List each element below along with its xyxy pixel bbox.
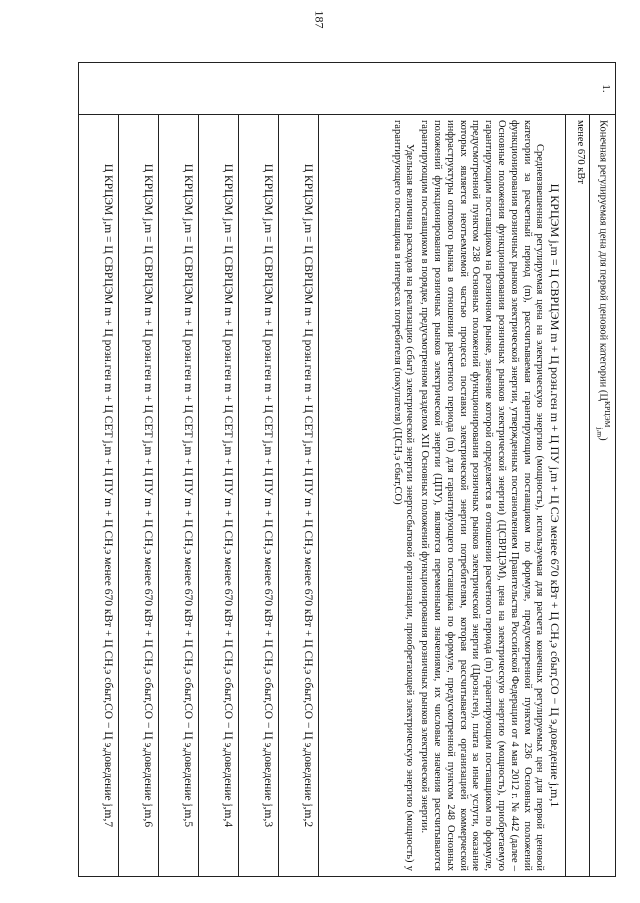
formula-row-3: Ц КРЦЭМ j,m = Ц СВРЦЭМ m + Ц розн.ген m + Ц СЕТ j,m + Ц ПУ m + Ц СН,э менее 670 кВт + Ц СН,э сбыт,СО − Ц э,доведение j,m,3	[239, 115, 279, 877]
formula-row-4: Ц КРЦЭМ j,m = Ц СВРЦЭМ m + Ц розн.ген m + Ц СЕТ j,m + Ц ПУ m + Ц СН,э менее 670 кВт + Ц СН,э сбыт,СО − Ц э,доведение j,m,4	[199, 115, 239, 877]
category-title: Конечная регулируемая цена для первой ценовой категории $(Ц^{КРЦЭМ}_{j,m})$	[590, 115, 616, 877]
formula-row-2: Ц КРЦЭМ j,m = Ц СВРЦЭМ m + Ц розн.ген m + Ц СЕТ j,m + Ц ПУ m + Ц СН,э менее 670 кВт + Ц СН,э сбыт,СО − Ц э,доведение j,m,2	[279, 115, 319, 877]
row-number: 1.	[79, 63, 616, 115]
tariff-table	[78, 62, 616, 877]
main-formula: Ц КРЦЭМ j,m = Ц СВРЦЭМ m + Ц розн.ген m + Ц ПУ j,m + Ц СЭ менее 670 кВт + Ц СН,э сбыт,СО − Ц э,доведение j,m,1	[548, 183, 562, 808]
main-description-cell	[319, 115, 566, 877]
page-number: 187	[312, 10, 327, 29]
rotated-page-content	[78, 62, 616, 877]
description-paragraph-1: Средневзвешенная регулируемая цена на электрическую энергию (мощность), используемая для расчета конечных регулируемых цен для первой ценовой категории за расчетный период (m), рассчитываемая гарантирующим поставщиком по формуле, предусмотренной пунктом 236 Основных положений функционирования розничных рынков электрической энергии, утвержденных постановлением Правительства Российской Федерации от 4 мая 2012 г. № 442 (далее – Основные положения функционирования розничных рынков электрической энергии) (ЦСВРЦЭМ), цена на электрическую энергию (мощность), приобретаемую гарантирующим поставщиком на розничном рынке, значение которой определяется в отношении расчетного периода (m) гарантирующим поставщиком по формуле, предусмотренной пунктом 238 Основных положений функционирования розничных рынков электрической энергии (Црозн.ген), плата за иные услуги, оказание которых является неотъемлемой частью процесса поставки электрической энергии потребителям, которая рассчитывается организацией коммерческой инфраструктуры оптового рынка в отношении расчетного периода (m) для гарантирующего поставщика по формуле, предусмотренной пунктом 248 Основных положений функционирования розничных рынков электрической энергии (ЦПУ), являются переменными значениями, их числовые значения рассчитываются гарантирующим поставщиком в порядке, предусмотренном разделом XII Основных положений функционирования розничных рынков электрической энергии.	[419, 120, 546, 871]
formula-row-5: Ц КРЦЭМ j,m = Ц СВРЦЭМ m + Ц розн.ген m + Ц СЕТ j,m + Ц ПУ m + Ц СН,э менее 670 кВт + Ц СН,э сбыт,СО − Ц э,доведение j,m,5	[159, 115, 199, 877]
power-band-label: менее 670 кВт	[566, 115, 590, 877]
formula-row-7: Ц КРЦЭМ j,m = Ц СВРЦЭМ m + Ц розн.ген m + Ц СЕТ j,m + Ц ПУ m + Ц СН,э менее 670 кВт + Ц СН,э сбыт,СО − Ц э,доведение j,m,7	[79, 115, 119, 877]
description-paragraph-2: Удельная величина расходов на реализацию (сбыт) электрической энергии энергосбытовой организации, приобретающей электрическую энергию (мощность) у гарантирующего поставщика в интересах потребителя (покупателя) (ЦСН,э сбыт,СО)	[391, 120, 416, 871]
formula-row-6: Ц КРЦЭМ j,m = Ц СВРЦЭМ m + Ц розн.ген m + Ц СЕТ j,m + Ц ПУ m + Ц СН,э менее 670 кВт + Ц СН,э сбыт,СО − Ц э,доведение j,m,6	[119, 115, 159, 877]
